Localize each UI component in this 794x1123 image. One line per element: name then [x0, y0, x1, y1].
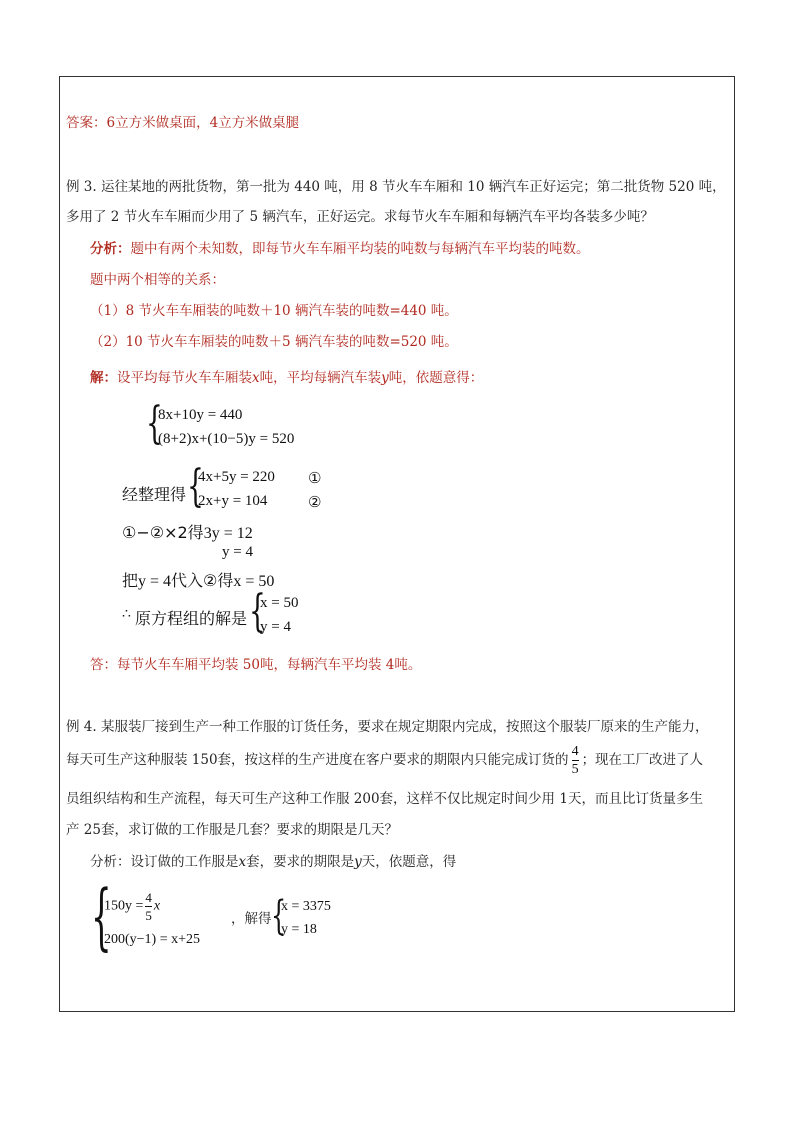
analysis-c: 天，依题意，得: [361, 854, 457, 870]
solution-x: x = 50: [260, 595, 299, 611]
analysis-label: 分析：: [90, 241, 131, 257]
system2-eq2: 2x+y = 104: [198, 493, 268, 509]
var-x: x: [238, 854, 247, 870]
system1-brace: {: [146, 398, 163, 449]
therefore-symbol: ∴: [122, 607, 131, 622]
fraction-four-fifths: [572, 744, 579, 777]
step3-b: y = 4: [138, 573, 172, 590]
example4-eq1: [104, 890, 160, 923]
fraction-numerator: 4: [571, 744, 579, 759]
simplify-label: 经整理得: [122, 485, 187, 504]
system1-eq2: (8+2)x+(10−5)y = 520: [158, 431, 295, 447]
var-x: x: [252, 370, 260, 386]
relation-2: （2）10 节火车车厢装的吨数＋5 辆汽车装的吨数=520 吨。: [90, 334, 458, 350]
solve-label: ，解得: [231, 911, 272, 927]
var-y: y: [381, 370, 389, 386]
eq1-left: 150y =: [104, 898, 144, 914]
eq1-fraction-numerator: 4: [145, 890, 152, 905]
analysis-text: 题中有两个未知数，即每节火车车厢平均装的吨数与每辆汽车平均装的吨数。: [130, 241, 590, 257]
example4-line1: 例 4. 某服装厂接到生产一种工作服的订货任务，要求在规定期限内完成，按照这个服装厂原来的生产能力，: [66, 719, 709, 735]
example4-eq2: 200(y−1) = x+25: [104, 932, 201, 947]
equation-mark-1: ①: [308, 469, 322, 487]
analysis-a: 分析：设订做的工作服是: [90, 854, 239, 870]
fraction-denominator: 5: [571, 762, 579, 777]
step1-operation: ①−②×2得: [122, 523, 204, 542]
example4-system-brace: {: [91, 874, 112, 958]
example4-line2-a: 每天可生产这种服装 150套，按这样的生产进度在客户要求的期限内只能完成订货的: [66, 752, 569, 768]
system1-eq1: 8x+10y = 440: [158, 407, 243, 423]
eq1-fraction-denominator: 5: [145, 908, 152, 923]
equation-mark-2: ②: [308, 493, 322, 511]
solution-y: y = 4: [260, 619, 291, 635]
fraction-bar: [572, 760, 579, 761]
solution-text-b: 吨，平均每辆汽车装: [259, 370, 382, 386]
solution-text-c: 吨，依题意得：: [388, 370, 484, 386]
step2-result: y = 4: [222, 544, 253, 560]
solution-brace: {: [249, 586, 266, 637]
eq1-fraction-bar: [145, 906, 152, 907]
example3-analysis: [90, 240, 590, 258]
example4-analysis: [90, 853, 456, 871]
example4-solution-brace: {: [271, 893, 287, 939]
relation-1: （1）8 节火车车厢装的吨数＋10 辆汽车装的吨数=440 吨。: [90, 303, 458, 319]
relations-title: 题中两个相等的关系：: [90, 272, 225, 288]
system2-brace: {: [187, 461, 204, 512]
example3-line1: 例 3. 运往某地的两批货物，第一批为 440 吨，用 8 节火车车厢和 10 辆汽车正好运完；第二批货物 520 吨，: [66, 179, 726, 195]
example4-solution-x: x = 3375: [281, 899, 331, 914]
step3-a: 把: [122, 571, 139, 590]
var-y: y: [354, 854, 362, 870]
example4-line2: [66, 744, 703, 777]
example3-line2: 多用了 2 节火车车厢而少用了 5 辆汽车，正好运完。求每节火车车厢和每辆汽车平均各装多少吨？: [66, 209, 654, 225]
system2-eq1: 4x+5y = 220: [198, 469, 275, 485]
step1-result: 3y = 12: [203, 525, 253, 542]
example4-line2-b: ；现在工厂改进了人: [581, 752, 704, 768]
step3-c: 代入②得: [171, 571, 234, 590]
conclusion-label: 原方程组的解是: [135, 609, 248, 628]
analysis-b: 套，要求的期限是: [246, 854, 355, 870]
example3-final-answer: 答：每节火车车厢平均装 50吨，每辆汽车平均装 4吨。: [90, 657, 422, 673]
example4-line3: 员组织结构和生产流程，每天可生产这种工作服 200套，这样不仅比规定时间少用 1天，而且比订货量多生: [66, 791, 703, 807]
solution-setup: [90, 369, 483, 387]
eq1-right: x: [153, 898, 161, 914]
step1: [122, 520, 253, 543]
previous-answer: 答案：6立方米做桌面，4立方米做桌腿: [66, 115, 300, 131]
solution-text-a: 设平均每节火车车厢装: [117, 370, 252, 386]
eq1-fraction: [145, 890, 152, 923]
step3-d: x = 50: [233, 573, 275, 590]
example4-solution-y: y = 18: [281, 922, 317, 937]
solution-label: 解：: [90, 370, 117, 386]
example4-line4: 产 25套，求订做的工作服是几套？要求的期限是几天？: [66, 822, 398, 838]
